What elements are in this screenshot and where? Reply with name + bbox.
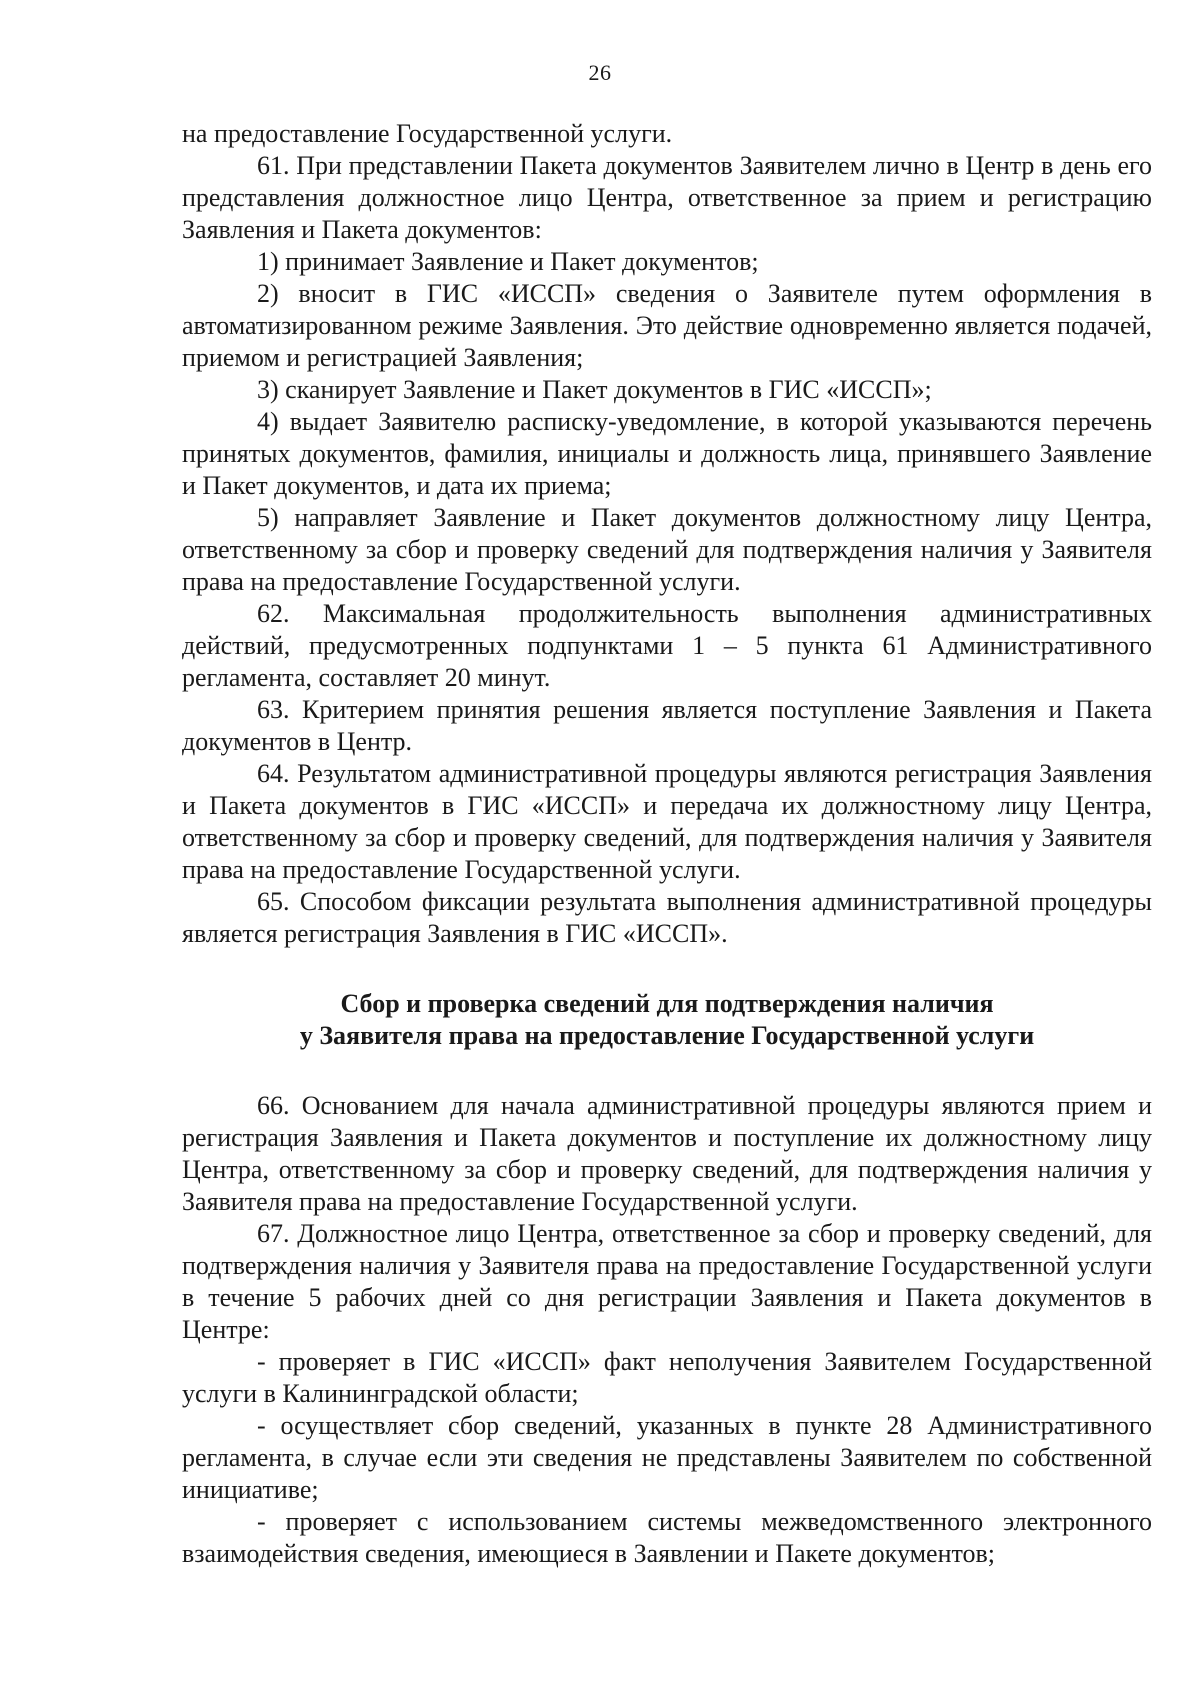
- page-number: 26: [588, 60, 612, 85]
- list-item: - проверяет в ГИС «ИССП» факт неполучения Заявителем Государственной услуги в Калининградской области;: [182, 1347, 1152, 1408]
- list-item: - осуществляет сбор сведений, указанных в пункте 28 Административного регламента, в случае если эти сведения не представлены Заявителем по собственной инициативе;: [182, 1411, 1152, 1504]
- list-item: 4) выдает Заявителю расписку-уведомление, в которой указываются перечень принятых документов, фамилия, инициалы и должность лица, принявшего Заявление и Пакет документов, и дата их приема;: [182, 407, 1152, 500]
- section-heading: [182, 988, 1152, 1052]
- paragraph: 65. Способом фиксации результата выполнения административной процедуры является регистрация Заявления в ГИС «ИССП».: [182, 887, 1152, 948]
- list-item: 5) направляет Заявление и Пакет документов должностному лицу Центра, ответственному за сбор и проверку сведений для подтверждения наличия у Заявителя права на предоставление Государственной услуги.: [182, 503, 1152, 596]
- list-item: 2) вносит в ГИС «ИССП» сведения о Заявителе путем оформления в автоматизированном режиме Заявления. Это действие одновременно является подачей, приемом и регистрацией Заявления;: [182, 279, 1152, 372]
- paragraph: 64. Результатом административной процедуры являются регистрация Заявления и Пакета документов в ГИС «ИССП» и передача их должностному лицу Центра, ответственному за сбор и проверку сведений, для подтверждения наличия у Заявителя права на предоставление Государственной услуги.: [182, 759, 1152, 884]
- paragraph: 66. Основанием для начала административной процедуры являются прием и регистрация Заявления и Пакета документов и поступление их должностному лицу Центра, ответственному за сбор и проверку сведений, для подтверждения наличия у Заявителя права на предоставление Государственной услуги.: [182, 1091, 1152, 1216]
- paragraph: 63. Критерием принятия решения является поступление Заявления и Пакета документов в Центр.: [182, 695, 1152, 756]
- section-heading-line: Сбор и проверка сведений для подтверждения наличия: [340, 989, 994, 1018]
- list-item: 3) сканирует Заявление и Пакет документов в ГИС «ИССП»;: [257, 375, 932, 404]
- section-heading-line: у Заявителя права на предоставление Государственной услуги: [299, 1021, 1035, 1050]
- paragraph: 61. При представлении Пакета документов Заявителем лично в Центр в день его представления должностное лицо Центра, ответственное за прием и регистрацию Заявления и Пакета документов:: [182, 151, 1152, 244]
- paragraph: 62. Максимальная продолжительность выполнения административных действий, предусмотренных подпунктами 1 – 5 пункта 61 Административного регламента, составляет 20 минут.: [182, 599, 1152, 692]
- paragraph: на предоставление Государственной услуги.: [182, 119, 673, 148]
- document-body: [182, 118, 1152, 1570]
- list-item: - проверяет с использованием системы межведомственного электронного взаимодействия сведения, имеющиеся в Заявлении и Пакете документов;: [182, 1507, 1152, 1568]
- paragraph: 67. Должностное лицо Центра, ответственное за сбор и проверку сведений, для подтверждения наличия у Заявителя права на предоставление Государственной услуги в течение 5 рабочих дней со дня регистрации Заявления и Пакета документов в Центре:: [182, 1219, 1152, 1344]
- list-item: 1) принимает Заявление и Пакет документов;: [257, 247, 759, 276]
